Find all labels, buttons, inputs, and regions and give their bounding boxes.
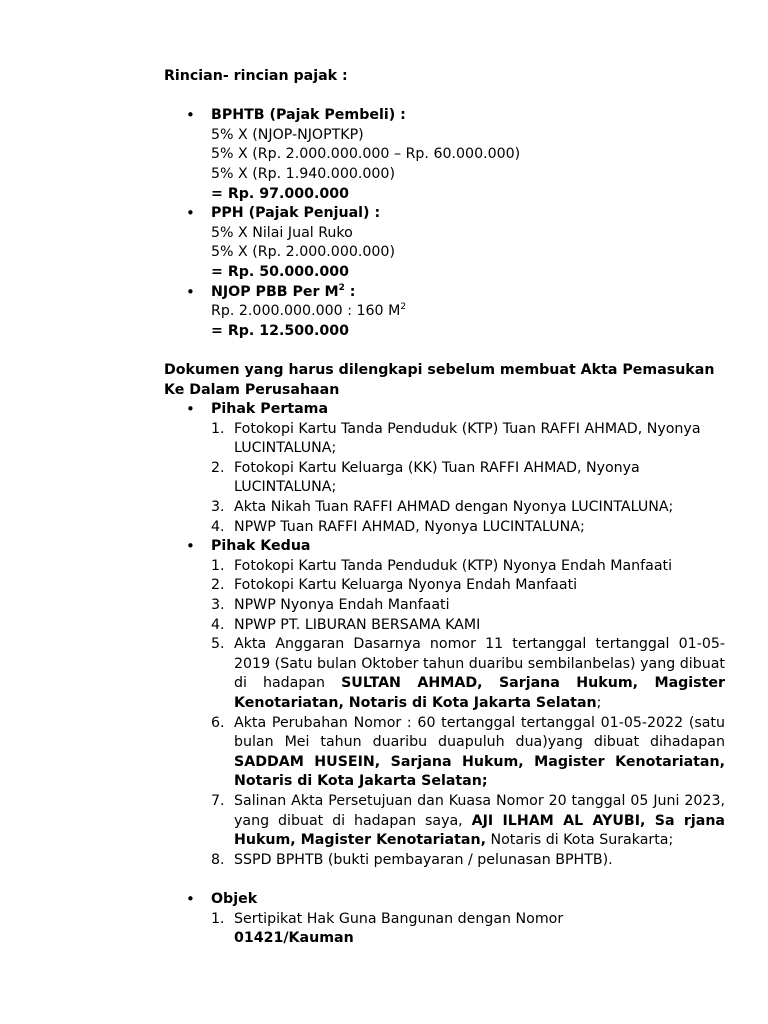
object-title: Objek [211, 890, 258, 907]
spacer [164, 341, 725, 361]
bphtb-title: BPHTB (Pajak Pembeli) : [211, 107, 406, 124]
documents-heading: Dokumen yang harus dilengkapi sebelum membuat Akta Pemasukan Ke Dalam Perusahaan [164, 361, 715, 398]
list-item: 3. NPWP Nyonya Endah Manfaati [211, 597, 450, 614]
list-item: 2. Fotokopi Kartu Keluarga (KK) Tuan RAFFI AHMAD, Nyonya LUCINTALUNA; [211, 459, 640, 496]
tax-item-njop [164, 283, 725, 342]
bullet-icon: • [186, 889, 195, 908]
party-second [164, 537, 725, 870]
spacer [164, 870, 725, 890]
list-item: 1. Sertipikat Hak Guna Bangunan dengan Nomor 01421/Kauman [211, 910, 564, 947]
pph-formula: 5% X Nilai Jual Ruko [211, 224, 353, 241]
list-item: 1. Fotokopi Kartu Tanda Penduduk (KTP) Tuan RAFFI AHMAD, Nyonya LUCINTALUNA; [211, 420, 701, 457]
party-second-title: Pihak Kedua [211, 538, 311, 555]
list-item: 6. Akta Perubahan Nomor : 60 tertanggal tertanggal 01-05-2022 (satu bulan Mei tahun duaribu duapuluh dua)yang dibuat dihadapan SADDAM HUSEIN, Sarjana Hukum, Magister Kenotariatan, Notaris di Kota Jakarta Selatan; [211, 714, 725, 790]
list-item: 3. Akta Nikah Tuan RAFFI AHMAD dengan Nyonya LUCINTALUNA; [211, 499, 674, 516]
pph-result: = Rp. 50.000.000 [211, 263, 349, 280]
spacer [164, 87, 725, 107]
bullet-icon: • [186, 282, 195, 301]
bphtb-calc-2: 5% X (Rp. 1.940.000.000) [211, 165, 395, 182]
party-first [164, 400, 725, 537]
list-item: 7. Salinan Akta Persetujuan dan Kuasa Nomor 20 tanggal 05 Juni 2023, yang dibuat di hadapan saya, AJI ILHAM AL AYUBI, Sa rjana Hukum, Magister Kenotariatan, Notaris di Kota Surakarta; [211, 792, 725, 849]
party-first-title: Pihak Pertama [211, 401, 329, 418]
bullet-icon: • [186, 204, 195, 223]
object-list [211, 910, 725, 949]
list-item: 4. NPWP PT. LIBURAN BERSAMA KAMI [211, 616, 481, 633]
list-item: 2. Fotokopi Kartu Keluarga Nyonya Endah Manfaati [211, 577, 578, 594]
bphtb-calc: 5% X (Rp. 2.000.000.000 – Rp. 60.000.000) [211, 146, 521, 163]
bullet-icon: • [186, 537, 195, 556]
pph-title: PPH (Pajak Penjual) : [211, 205, 381, 222]
bphtb-result: = Rp. 97.000.000 [211, 185, 349, 202]
bullet-icon: • [186, 106, 195, 125]
njop-title: NJOP PBB Per $M^2$ : [211, 282, 356, 300]
document-page [164, 67, 725, 949]
list-item: 1. Fotokopi Kartu Tanda Penduduk (KTP) Nyonya Endah Manfaati [211, 557, 673, 574]
njop-result: = Rp. 12.500.000 [211, 322, 349, 339]
party-second-list [211, 557, 725, 871]
bphtb-formula: 5% X (NJOP-NJOPTKP) [211, 126, 364, 143]
list-item: 4. NPWP Tuan RAFFI AHMAD, Nyonya LUCINTALUNA; [211, 518, 585, 535]
pph-calc: 5% X (Rp. 2.000.000.000) [211, 244, 395, 261]
tax-item-pph [164, 204, 725, 282]
list-item: 8. SSPD BPHTB (bukti pembayaran / pelunasan BPHTB). [211, 851, 613, 868]
page-heading: Rincian- rincian pajak : [164, 68, 348, 84]
list-item: 5. Akta Anggaran Dasarnya nomor 11 tertanggal tertanggal 01-05-2019 (Satu bulan Oktober tahun duaribu sembilanbelas) yang dibuat di hadapan SULTAN AHMAD, Sarjana Hukum, Magister Kenotariatan, Notaris di Kota Jakarta Selatan; [211, 636, 726, 711]
tax-item-bphtb [164, 106, 725, 204]
object-section [164, 890, 725, 949]
party-first-list [211, 420, 725, 538]
bullet-icon: • [186, 400, 195, 419]
njop-calc: Rp. 2.000.000.000 : 160 $M^2$ [211, 302, 407, 320]
